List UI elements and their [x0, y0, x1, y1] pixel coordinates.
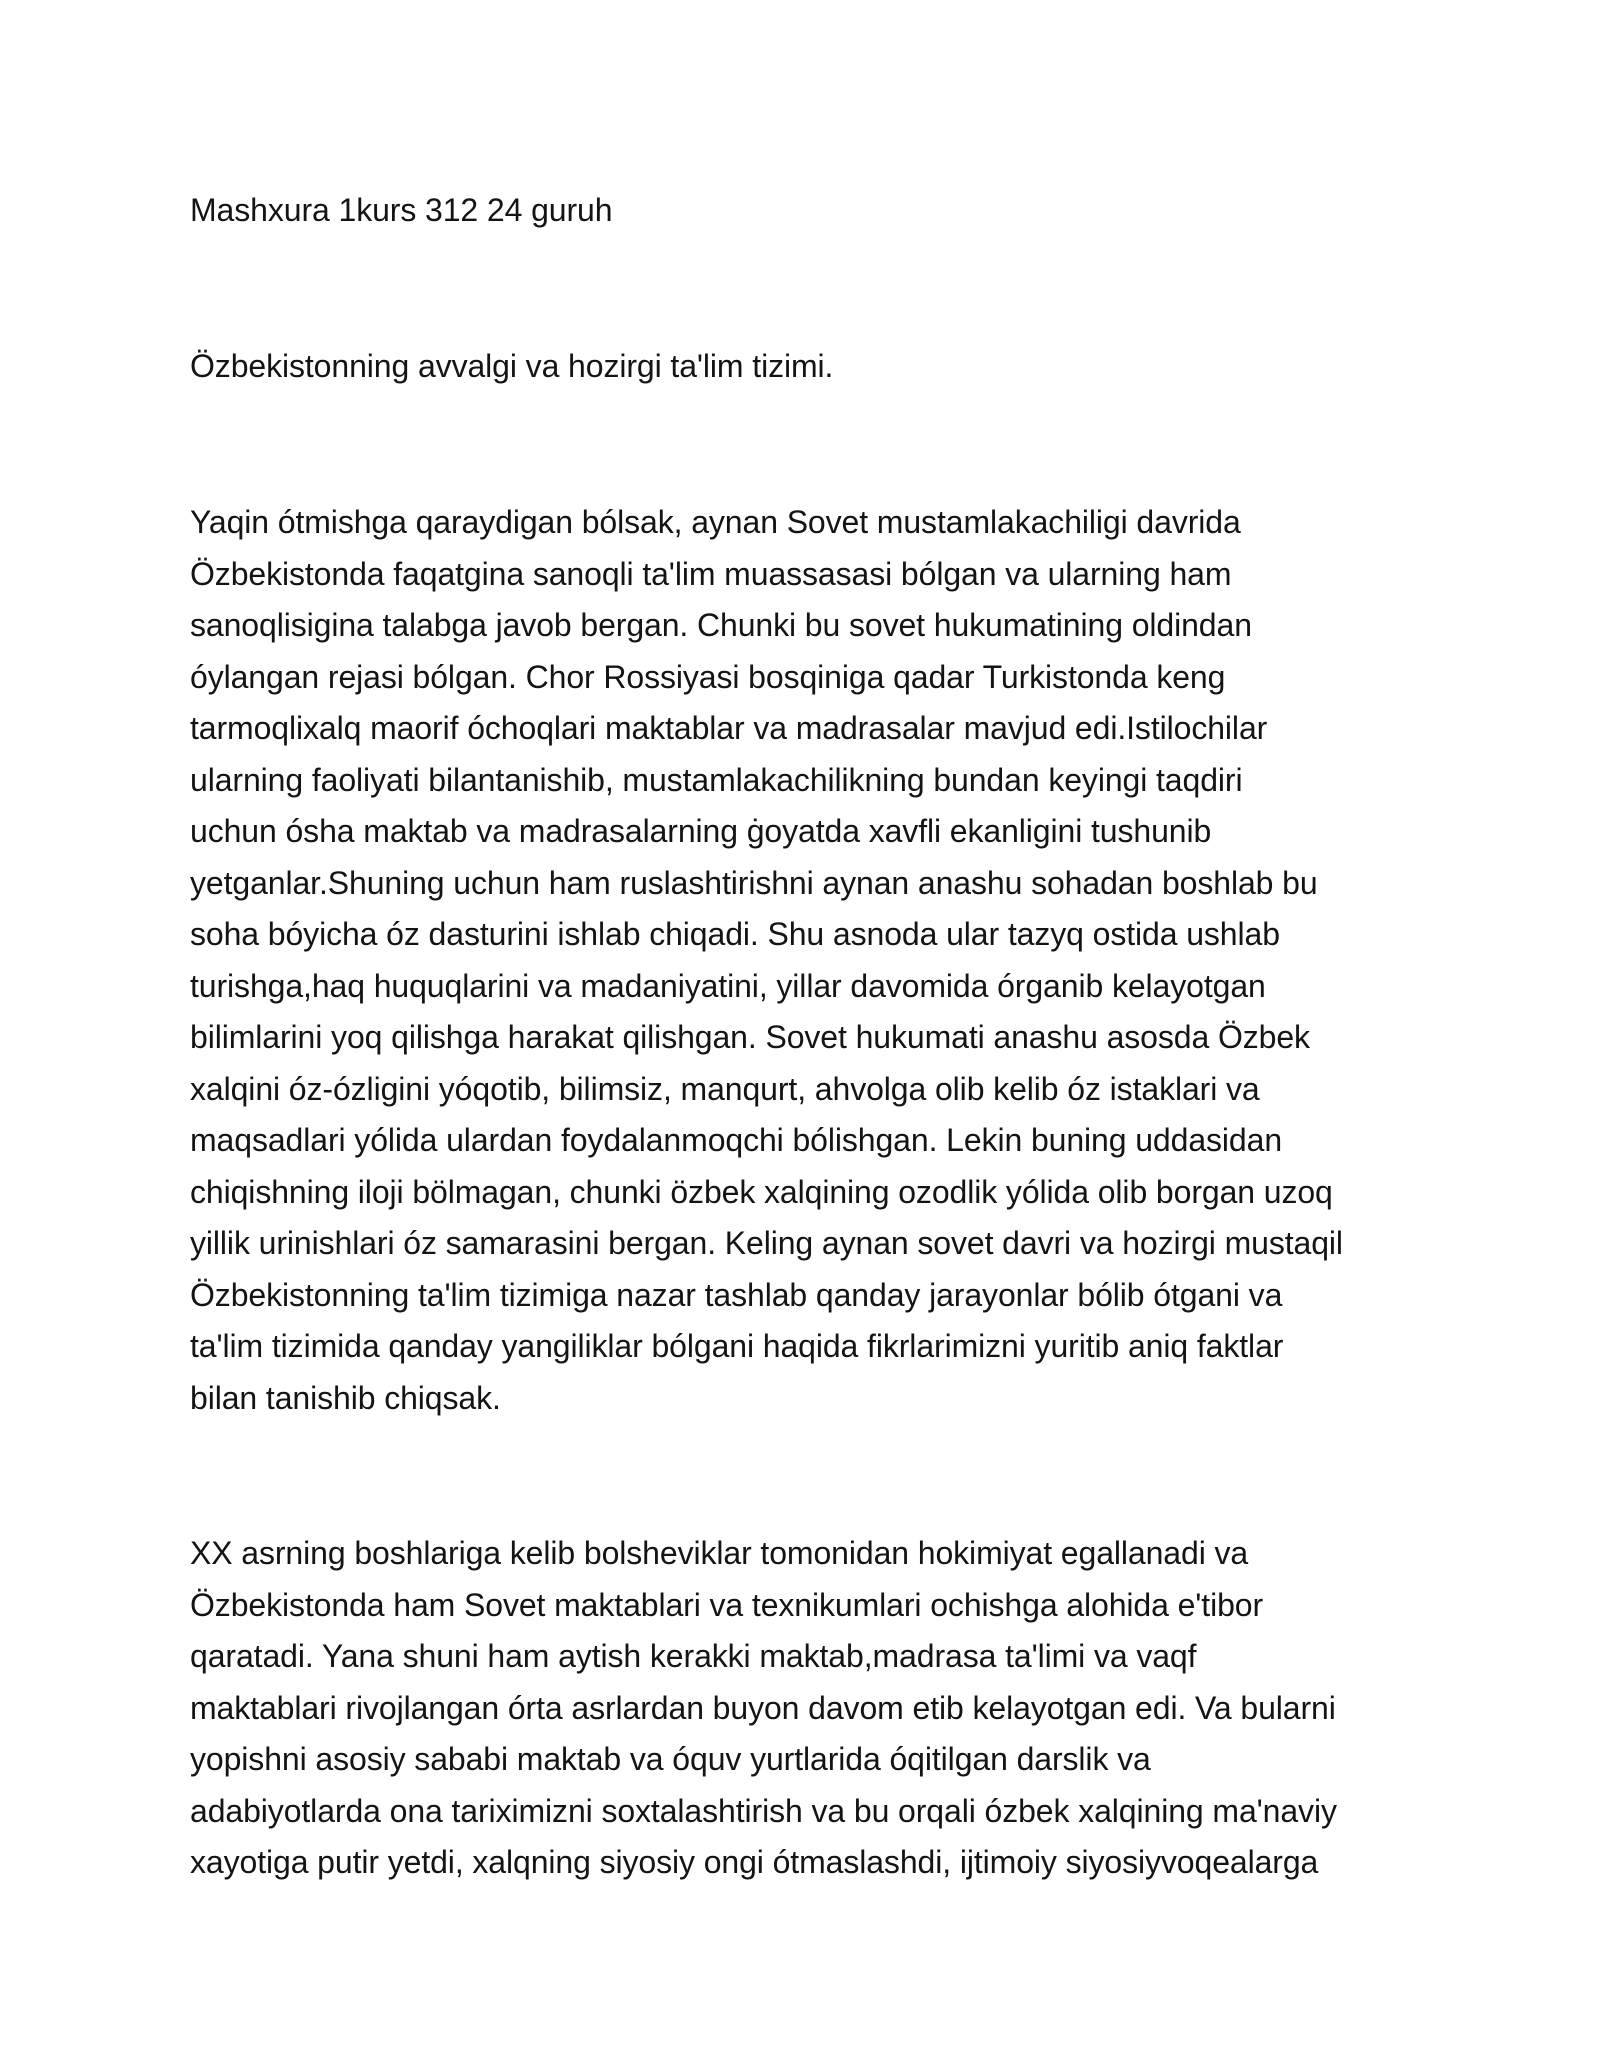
paragraph-line: XX asrning boshlariga kelib bolsheviklar tomonidan hokimiyat egallanadi va: [190, 1535, 1249, 1571]
paragraph-line: Özbekistonda faqatgina sanoqli ta'lim muassasasi bólgan va ularning ham: [190, 555, 1232, 592]
paragraph-line: uchun ósha maktab va madrasalarning ġoyatda xavfli ekanligini tushunib: [190, 813, 1212, 849]
paragraph-line: xayotiga putir yetdi, xalqning siyosiy ongi ótmaslashdi, ijtimoiy siyosiyvoqealarga: [190, 1844, 1319, 1880]
paragraph-line: yopishni asosiy sababi maktab va óquv yurtlarida óqitilgan darslik va: [190, 1741, 1151, 1777]
paragraph-line: yillik urinishlari óz samarasini bergan. Keling aynan sovet davri va hozirgi mustaqil: [190, 1225, 1343, 1261]
paragraph-line: qaratadi. Yana shuni ham aytish kerakki maktab,madrasa ta'limi va vaqf: [190, 1638, 1197, 1674]
paragraph-line: soha bóyicha óz dasturini ishlab chiqadi. Shu asnoda ular tazyq ostida ushlab: [190, 916, 1280, 952]
paragraph-line: óylangan rejasi bólgan. Chor Rossiyasi bosqiniga qadar Turkistonda keng: [190, 658, 1226, 695]
paragraph-line: bilimlarini yoq qilishga harakat qilishgan. Sovet hukumati anashu asosda Özbek: [190, 1019, 1310, 1055]
paragraph-line: Yaqin ótmishga qaraydigan bólsak, aynan Sovet mustamlakachiligi davrida: [190, 504, 1241, 540]
paragraph-line: tarmoqlixalq maorif óchoqlari maktablar va madrasalar mavjud edi.Istilochilar: [190, 710, 1268, 746]
paragraph-line: maktablari rivojlangan órta asrlardan buyon davom etib kelayotgan edi. Va bularni: [190, 1689, 1336, 1726]
document-title: Özbekistonning avvalgi va hozirgi ta'lim tizimi.: [190, 348, 834, 384]
paragraph-line: maqsadlari yólida ulardan foydalanmoqchi bólishgan. Lekin buning uddasidan: [190, 1122, 1283, 1158]
paragraph-line: ularning faoliyati bilantanishib, mustamlakachilikning bundan keyingi taqdiri: [190, 761, 1243, 798]
paragraph-line: Özbekistonda ham Sovet maktablari va texnikumlari ochishga alohida e'tibor: [190, 1586, 1264, 1623]
paragraph-line: Özbekistonning ta'lim tizimiga nazar tashlab qanday jarayonlar bólib ótgani va: [190, 1276, 1283, 1313]
paragraph-line: ta'lim tizimida qanday yangiliklar bólgani haqida fikrlarimizni yuritib aniq faktlar: [190, 1328, 1284, 1364]
paragraph-line: bilan tanishib chiqsak.: [190, 1379, 501, 1416]
paragraph-line: chiqishning iloji bölmagan, chunki özbek xalqining ozodlik yólida olib borgan uzoq: [190, 1173, 1333, 1210]
paragraph-line: turishga,haq huquqlarini va madaniyatini, yillar davomida órganib kelayotgan: [190, 967, 1266, 1004]
document-header: Mashxura 1kurs 312 24 guruh: [190, 192, 613, 228]
paragraph-line: xalqini óz-ózligini yóqotib, bilimsiz, manqurt, ahvolga olib kelib óz istaklari va: [190, 1070, 1260, 1107]
paragraph-line: adabiyotlarda ona tariximizni soxtalashtirish va bu orqali ózbek xalqining ma'naviy: [190, 1792, 1337, 1829]
paragraph-line: sanoqlisigina talabga javob bergan. Chunki bu sovet hukumatining oldindan: [190, 607, 1252, 643]
paragraph-line: yetganlar.Shuning uchun ham ruslashtirishni aynan anashu sohadan boshlab bu: [190, 864, 1318, 901]
